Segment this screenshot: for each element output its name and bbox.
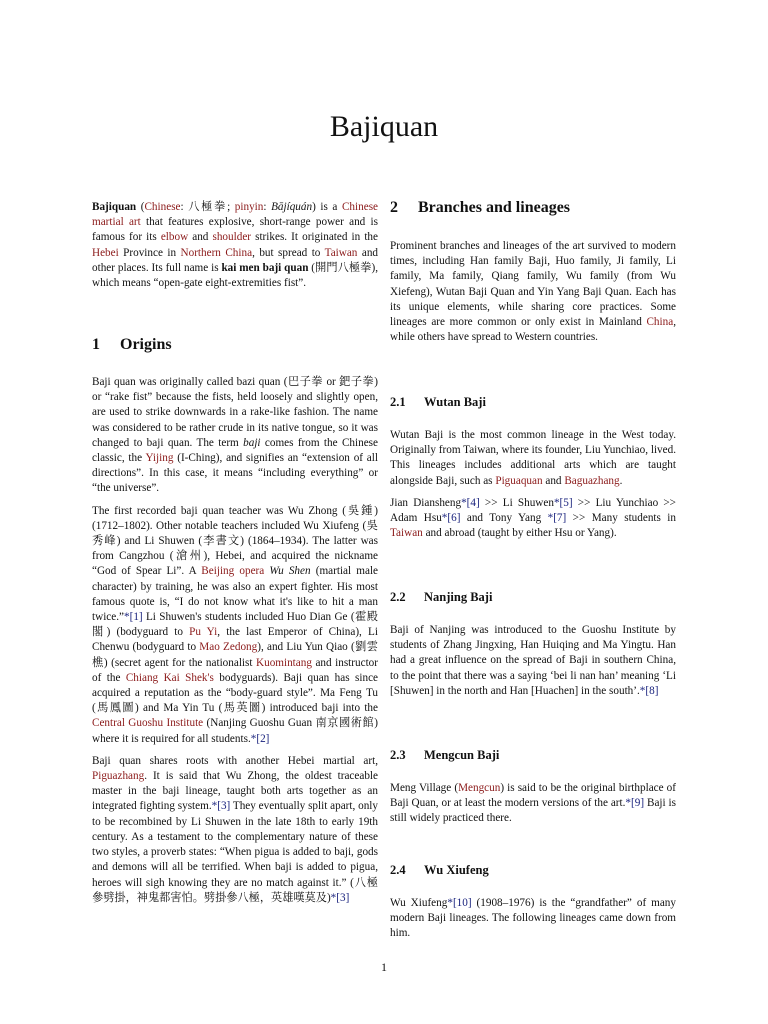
- section-heading: Origins: [120, 336, 172, 353]
- link-taiwan[interactable]: Taiwan: [324, 246, 358, 259]
- link-northern-china[interactable]: Northern China: [180, 246, 253, 259]
- section-wutan-heading: [390, 395, 676, 410]
- nanjing-paragraph: Baji of Nanjing was introduced to the Guoshu Institute by students of Zhang Jingxing, Han Huiqing and Ma Yingtu. Han had a great influence on the spread of Baji in southern China, to the point that there was a saying ‘bei li nan han’ meaning ‘Li [Shuwen] in the north and Han [Huachen] in the south’.*[8]: [390, 624, 676, 697]
- citation-3[interactable]: *[3]: [211, 800, 231, 813]
- page-number: 1: [381, 960, 387, 974]
- link-beijing-opera[interactable]: Beijing opera: [201, 565, 265, 578]
- link-china[interactable]: China: [646, 316, 674, 329]
- left-column: [92, 200, 379, 904]
- intro-paragraph: Bajiquan (Chinese: 八極拳; pinyin: Bājíquán) is a Chinese martial art that features explosive, short-range power and is famous for its elbow and shoulder strikes. It originated in the Hebei Province in Northern China, but spread to Taiwan and other places. Its full name is kai men baji quan (開門八極拳), which means “open-gate eight-extremities fist”.: [92, 201, 379, 290]
- section-number: 2: [390, 199, 398, 216]
- wutan-paragraph-1: Wutan Baji is the most common lineage in the West today. Originally from Taiwan, where its founder, Liu Yunchiao, lived. This lineages includes additional arts which are taught alongside Baji, such as Piguaquan and Baguazhang.: [390, 429, 676, 487]
- wuxiufeng-paragraph: Wu Xiufeng*[10] (1908–1976) is the “grandfather” of many modern Baji lineages. The following lineages came down from him.: [390, 897, 676, 940]
- citation-8[interactable]: *[8]: [639, 684, 659, 697]
- citation-9[interactable]: *[9]: [625, 797, 645, 810]
- section-mengcun-heading: [390, 748, 676, 763]
- term-fullname: kai men baji quan: [221, 261, 309, 274]
- section-nanjing-heading: [390, 590, 676, 605]
- link-kuomintang[interactable]: Kuomintang: [256, 656, 312, 669]
- citation-3b[interactable]: *[3]: [330, 891, 350, 904]
- citation-7[interactable]: *[7]: [547, 512, 567, 525]
- subsection-number: 2.2: [390, 590, 406, 604]
- section-nanjing-body: [390, 623, 676, 706]
- section-origins-heading: [92, 337, 378, 352]
- link-pu-yi[interactable]: Pu Yi: [189, 626, 218, 639]
- section-wutan-body: [390, 428, 676, 548]
- section-branches-body: [390, 239, 676, 352]
- section-origins-body: [92, 375, 378, 913]
- link-baguazhang[interactable]: Baguazhang: [564, 474, 620, 487]
- link-taiwan-2[interactable]: Taiwan: [390, 527, 423, 540]
- origins-paragraph-2: The first recorded baji quan teacher was Wu Zhong (吳鍾) (1712–1802). Other notable teachers included Wu Xiufeng (吳秀峰) and Li Shuwen (李書文) (1864–1934). The latter was from Cangzhou (滄州), Hebei, and acquired the nickname “God of Spear Li”. A Beijing opera Wu Shen (martial male character) by training, he was also an expert fighter. His most famous quote is, “I do not know what it's like to hit a man twice.”*[1] Li Shuwen's students included Huo Dian Ge (霍殿閣) (bodyguard to Pu Yi, the last Emperor of China), Li Chenwu (bodyguard to Mao Zedong), and Liu Yun Qiao (劉雲樵) (secret agent for the nationalist Kuomintang and instructor of the Chiang Kai Shek's bodyguards). Baji quan has since acquired a reputation as the “body-guard style”. Ma Feng Tu (馬鳳圖) and Ma Yin Tu (馬英圖) introduced baji into the Central Guoshu Institute (Nanjing Guoshu Guan 南京國術館) where it is required for all students.*[2]: [92, 504, 379, 745]
- section-wuxiufeng-body: [390, 896, 676, 949]
- citation-5[interactable]: *[5]: [553, 496, 573, 509]
- citation-6[interactable]: *[6]: [441, 512, 461, 525]
- link-central-guoshu-institute[interactable]: Central Guoshu Institute: [92, 717, 204, 730]
- subsection-heading: Wu Xiufeng: [424, 863, 489, 877]
- subsection-number: 2.1: [390, 395, 406, 409]
- link-shoulder[interactable]: shoulder: [212, 231, 252, 244]
- link-hebei[interactable]: Hebei: [92, 246, 119, 259]
- term-baji: baji: [243, 436, 261, 449]
- citation-1[interactable]: *[1]: [124, 611, 143, 624]
- page-title: Bajiquan: [329, 110, 439, 143]
- subsection-number: 2.4: [390, 863, 406, 877]
- link-pinyin[interactable]: pinyin: [234, 201, 264, 213]
- origins-paragraph-1: Baji quan was originally called bazi quan (巴子拳 or 鈀子拳) or “rake fist” because the fists, held loosely and slightly open, are used to strike downwards in a rake-like fashion. The name was considered to be rather crude in its native tongue, so it was changed to baji quan. The term baji comes from the Chinese classic, the Yijing (I-Ching), and signifies an “extension of all directions”. In this case, it means “including everything” or “the universe”.: [92, 376, 378, 495]
- link-piguaquan[interactable]: Piguaquan: [495, 474, 543, 487]
- section-wuxiufeng-heading: [390, 863, 676, 878]
- romanization: Bājíquán: [271, 201, 313, 213]
- link-mao-zedong[interactable]: Mao Zedong: [199, 641, 258, 654]
- link-chinese-martial-art[interactable]: Chinese martial art: [92, 201, 379, 229]
- citation-4[interactable]: *[4]: [461, 496, 480, 509]
- link-yijing[interactable]: Yijing: [145, 452, 174, 465]
- section-number: 1: [92, 336, 100, 353]
- link-chiang-kai-shek[interactable]: Chiang Kai Shek's: [125, 671, 214, 684]
- mengcun-paragraph: Meng Village (Mengcun) is said to be the original birthplace of Baji Quan, or at least the modern versions of the art.*[9] Baji is still widely practiced there.: [390, 782, 676, 825]
- section-heading: Branches and lineages: [418, 199, 571, 216]
- term-bajiquan: Bajiquan: [92, 201, 137, 213]
- subsection-heading: Nanjing Baji: [424, 590, 493, 604]
- term-wu-shen: Wu Shen: [269, 565, 311, 578]
- link-mengcun[interactable]: Mengcun: [458, 782, 501, 794]
- wutan-paragraph-2: Jian Diansheng*[4] >> Li Shuwen*[5] >> Liu Yunchiao >> Adam Hsu*[6] and Tony Yang *[7] >> Many students in Taiwan and abroad (taught by either Hsu or Yang).: [390, 496, 676, 540]
- section-mengcun-body: [390, 781, 676, 834]
- citation-2[interactable]: *[2]: [250, 732, 270, 745]
- branches-paragraph: Prominent branches and lineages of the art survived to modern times, including Han family Baji, Huo family, Ji family, Li family, Ma family, Qiang family, Wu family (from Wu Xiefeng), Wutan Baji Quan and Yin Yang Baji Quan. Each has its unique elements, while sharing core practices. Some lineages are more common or only exist in Mainland China, while others have spread to Western countries.: [390, 240, 676, 344]
- subsection-number: 2.3: [390, 748, 406, 762]
- link-piguazhang[interactable]: Piguazhang: [92, 770, 145, 783]
- subsection-heading: Wutan Baji: [424, 395, 486, 409]
- link-elbow[interactable]: elbow: [160, 231, 189, 244]
- section-branches-heading: [390, 200, 676, 215]
- origins-paragraph-3: Baji quan shares roots with another Hebei martial art, Piguazhang. It is said that Wu Zhong, the oldest traceable master in the baji lineage, taught both arts together as an integrated fighting system.*[3] They eventually split apart, only to be recombined by Li Shuwen in the late 18th to early 19th century. As a testament to the complementary nature of these two styles, a proverb states: “When pigua is added to baji, gods and demons will all be terrified. When baji is added to pigua, heroes will sigh knowing they are no match against it.” (八極參劈掛，神鬼都害怕。劈掛參八極，英雄嘆莫及)*[3]: [92, 754, 378, 904]
- citation-10[interactable]: *[10]: [447, 897, 472, 909]
- link-chinese[interactable]: Chinese: [144, 201, 181, 213]
- subsection-heading: Mengcun Baji: [424, 748, 500, 762]
